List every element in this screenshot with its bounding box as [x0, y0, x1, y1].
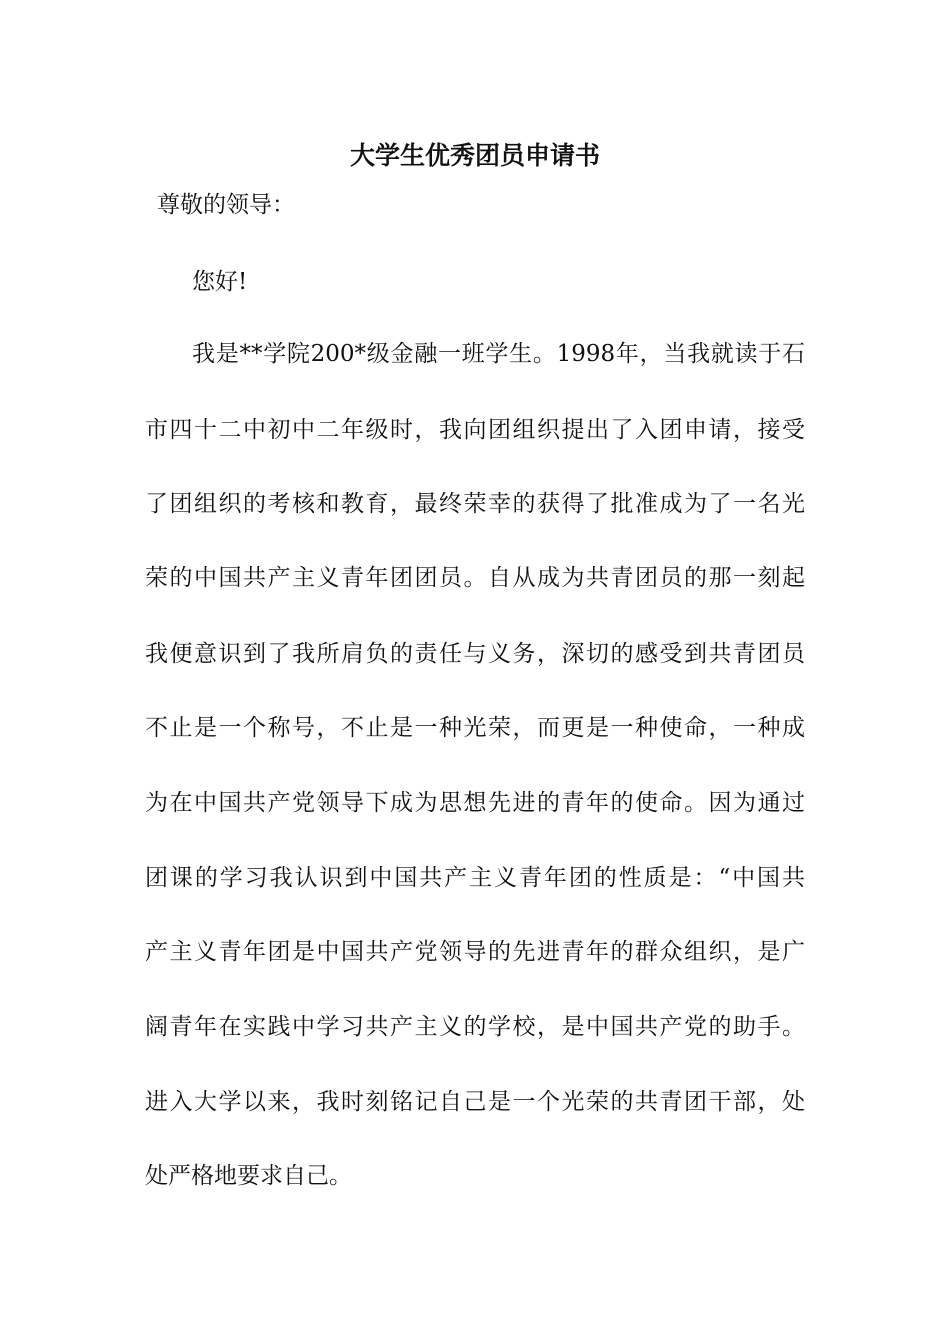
document-title: 大学生优秀团员申请书 — [349, 141, 600, 170]
body-line: 产主义青年团是中国共产党领导的先进青年的群众组织，是广 — [145, 939, 805, 965]
body-line: 市四十二中初中二年级时，我向团组织提出了入团申请，接受 — [145, 417, 805, 443]
body-line: 团课的学习我认识到中国共产主义青年团的性质是：“中国共 — [145, 865, 805, 891]
greeting: 您好! — [192, 269, 248, 295]
body-line: 处严格地要求自己。 — [145, 1163, 352, 1189]
body-line: 不止是一个称号，不止是一种光荣，而更是一种使命，一种成 — [145, 715, 805, 741]
body-line: 了团组织的考核和教育，最终荣幸的获得了批准成为了一名光 — [145, 491, 805, 517]
body-line: 为在中国共产党领导下成为思想先进的青年的使命。因为通过 — [145, 790, 805, 816]
body-line: 阔青年在实践中学习共产主义的学校，是中国共产党的助手。 — [145, 1014, 805, 1040]
body-line: 荣的中国共产主义青年团团员。自从成为共青团员的那一刻起 — [145, 565, 805, 591]
body-line: 进入大学以来，我时刻铭记自己是一个光荣的共青团干部，处 — [145, 1089, 805, 1115]
body-line: 我便意识到了我所肩负的责任与义务，深切的感受到共青团员 — [145, 641, 805, 667]
salutation: 尊敬的领导： — [157, 192, 295, 218]
body-line: 我是**学院200*级金融一班学生。1998年，当我就读于石 — [192, 341, 805, 367]
